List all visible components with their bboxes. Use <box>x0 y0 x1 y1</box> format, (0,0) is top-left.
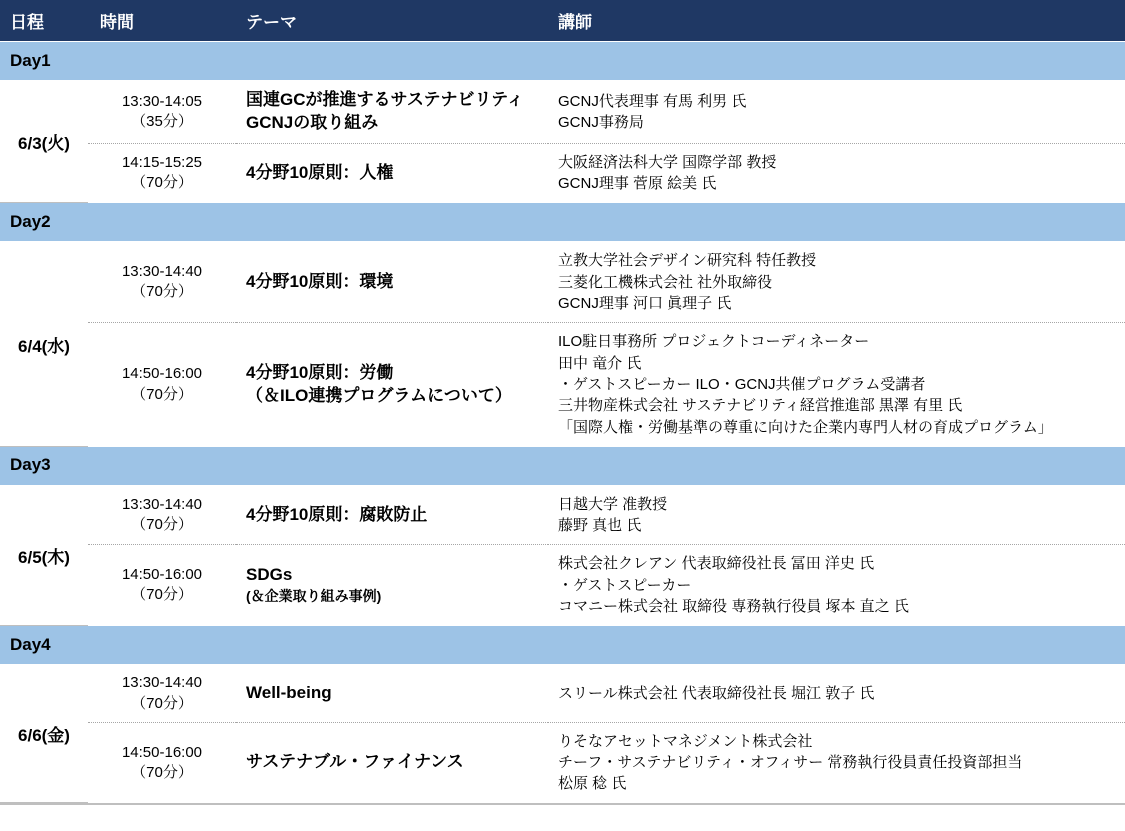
session-lecturer <box>548 242 1125 323</box>
session-time <box>88 242 236 323</box>
session-lecturer-line: GCNJ事務局 <box>558 113 644 131</box>
table-row <box>0 485 1125 545</box>
session-lecturer-line: 田中 竜介 氏 <box>558 354 642 372</box>
session-time-range: 14:15-15:25 <box>121 153 203 171</box>
session-lecturer-line: ・ゲストスピーカー <box>558 576 692 594</box>
session-lecturer-line: GCNJ理事 河口 眞理子 氏 <box>558 295 732 313</box>
session-theme-subtitle: (＆企業取り組み事例) <box>246 588 382 605</box>
session-lecturer <box>548 545 1125 626</box>
session-time-range: 13:30-14:05 <box>121 92 203 110</box>
session-theme <box>236 722 548 802</box>
session-lecturer-line: 「国際人権・労働基準の尊重に向けた企業内専門人材の育成プログラム」 <box>558 418 1053 436</box>
session-time <box>88 485 236 545</box>
session-lecturer-line: スリール株式会社 代表取締役社長 堀江 敦子 氏 <box>558 684 875 702</box>
session-lecturer-line: ILO駐日事務所 プロジェクトコーディネーター <box>558 333 870 351</box>
column-header-lecturer: 講師 <box>548 0 1125 42</box>
session-lecturer <box>548 665 1125 723</box>
session-duration: （70分） <box>131 763 193 781</box>
session-time-range: 13:30-14:40 <box>121 263 203 281</box>
session-theme-line: 4分野10原則：人権 <box>246 162 394 182</box>
session-theme-line: 4分野10原則：労働 <box>246 362 394 382</box>
session-duration: （70分） <box>131 516 193 534</box>
session-time-range: 13:30-14:40 <box>121 674 203 692</box>
table-row <box>0 545 1125 626</box>
session-lecturer-line: 松原 稔 氏 <box>558 775 627 793</box>
session-theme-line: 4分野10原則：腐敗防止 <box>246 504 428 524</box>
table-row <box>0 323 1125 446</box>
session-time <box>88 665 236 723</box>
day-header-row <box>0 626 1125 665</box>
session-lecturer <box>548 143 1125 203</box>
day-label: Day1 <box>0 42 1125 81</box>
bottom-divider <box>0 803 1125 805</box>
session-lecturer-line: 日越大学 准教授 <box>558 495 668 513</box>
session-lecturer-line: ・ゲストスピーカー ILO・GCNJ共催プログラム受講者 <box>558 375 926 393</box>
session-lecturer <box>548 485 1125 545</box>
table-row <box>0 665 1125 723</box>
session-duration: （70分） <box>131 586 193 604</box>
session-theme-line: SDGs <box>246 565 293 585</box>
session-date: 6/6(金) <box>0 665 88 803</box>
day-header-row <box>0 203 1125 242</box>
table-row <box>0 143 1125 203</box>
session-lecturer-line: 株式会社クレアン 代表取締役社長 冨田 洋史 氏 <box>558 555 875 573</box>
session-theme-line: 国連GCが推進するサステナビリティ <box>246 90 524 109</box>
session-lecturer-line: 三井物産株式会社 サステナビリティ経営推進部 黒澤 有里 氏 <box>558 397 963 415</box>
column-header-time: 時間 <box>88 0 236 42</box>
table-row <box>0 81 1125 144</box>
column-header-theme: テーマ <box>236 0 548 42</box>
session-lecturer-line: 藤野 真也 氏 <box>558 517 642 535</box>
session-theme <box>236 665 548 723</box>
session-time <box>88 81 236 144</box>
session-duration: （70分） <box>131 283 193 301</box>
session-time-range: 14:50-16:00 <box>121 743 203 761</box>
session-time-range: 13:30-14:40 <box>121 495 203 513</box>
session-time <box>88 722 236 802</box>
session-duration: （35分） <box>131 112 193 130</box>
session-time-range: 14:50-16:00 <box>121 566 203 584</box>
session-lecturer-line: りそなアセットマネジメント株式会社 <box>558 732 813 750</box>
session-theme-line: Well-being <box>246 683 332 703</box>
session-theme-line: サステナブル・ファイナンス <box>246 752 464 772</box>
session-theme <box>236 242 548 323</box>
session-lecturer-line: チーフ・サステナビリティ・オフィサー 常務執行役員責任投資部担当 <box>558 754 1023 772</box>
session-theme-line: 4分野10原則：環境 <box>246 271 394 291</box>
session-theme <box>236 81 548 144</box>
session-date: 6/3(火) <box>0 81 88 203</box>
session-lecturer-line: 三菱化工機株式会社 社外取締役 <box>558 273 773 291</box>
session-duration: （70分） <box>131 694 193 712</box>
session-lecturer <box>548 722 1125 802</box>
session-time <box>88 143 236 203</box>
table-row <box>0 242 1125 323</box>
session-lecturer <box>548 81 1125 144</box>
session-time-range: 14:50-16:00 <box>121 365 203 383</box>
session-time <box>88 323 236 446</box>
day-header-row <box>0 42 1125 81</box>
session-theme <box>236 485 548 545</box>
session-theme-line: （＆ILO連携プログラムについて） <box>246 385 512 405</box>
day-label: Day2 <box>0 203 1125 242</box>
session-lecturer-line: 大阪経済法科大学 国際学部 教授 <box>558 153 777 171</box>
table-header-row <box>0 0 1125 42</box>
session-lecturer <box>548 323 1125 446</box>
session-date: 6/4(水) <box>0 242 88 446</box>
session-duration: （70分） <box>131 174 193 192</box>
column-header-date: 日程 <box>0 0 88 42</box>
day-label: Day3 <box>0 446 1125 485</box>
table-body <box>0 42 1125 803</box>
day-header-row <box>0 446 1125 485</box>
session-theme <box>236 545 548 626</box>
session-time <box>88 545 236 626</box>
session-theme <box>236 143 548 203</box>
session-duration: （70分） <box>131 385 193 403</box>
session-lecturer-line: GCNJ理事 菅原 絵美 氏 <box>558 175 717 193</box>
session-lecturer-line: 立教大学社会デザイン研究科 特任教授 <box>558 252 817 270</box>
session-theme <box>236 323 548 446</box>
session-lecturer-line: コマニー株式会社 取締役 専務執行役員 塚本 直之 氏 <box>558 598 909 616</box>
session-theme-line: GCNJの取り組み <box>246 112 379 132</box>
session-lecturer-line: GCNJ代表理事 有馬 利男 氏 <box>558 92 747 110</box>
day-label: Day4 <box>0 626 1125 665</box>
table-row <box>0 722 1125 802</box>
session-date: 6/5(木) <box>0 485 88 625</box>
table-header <box>0 0 1125 42</box>
